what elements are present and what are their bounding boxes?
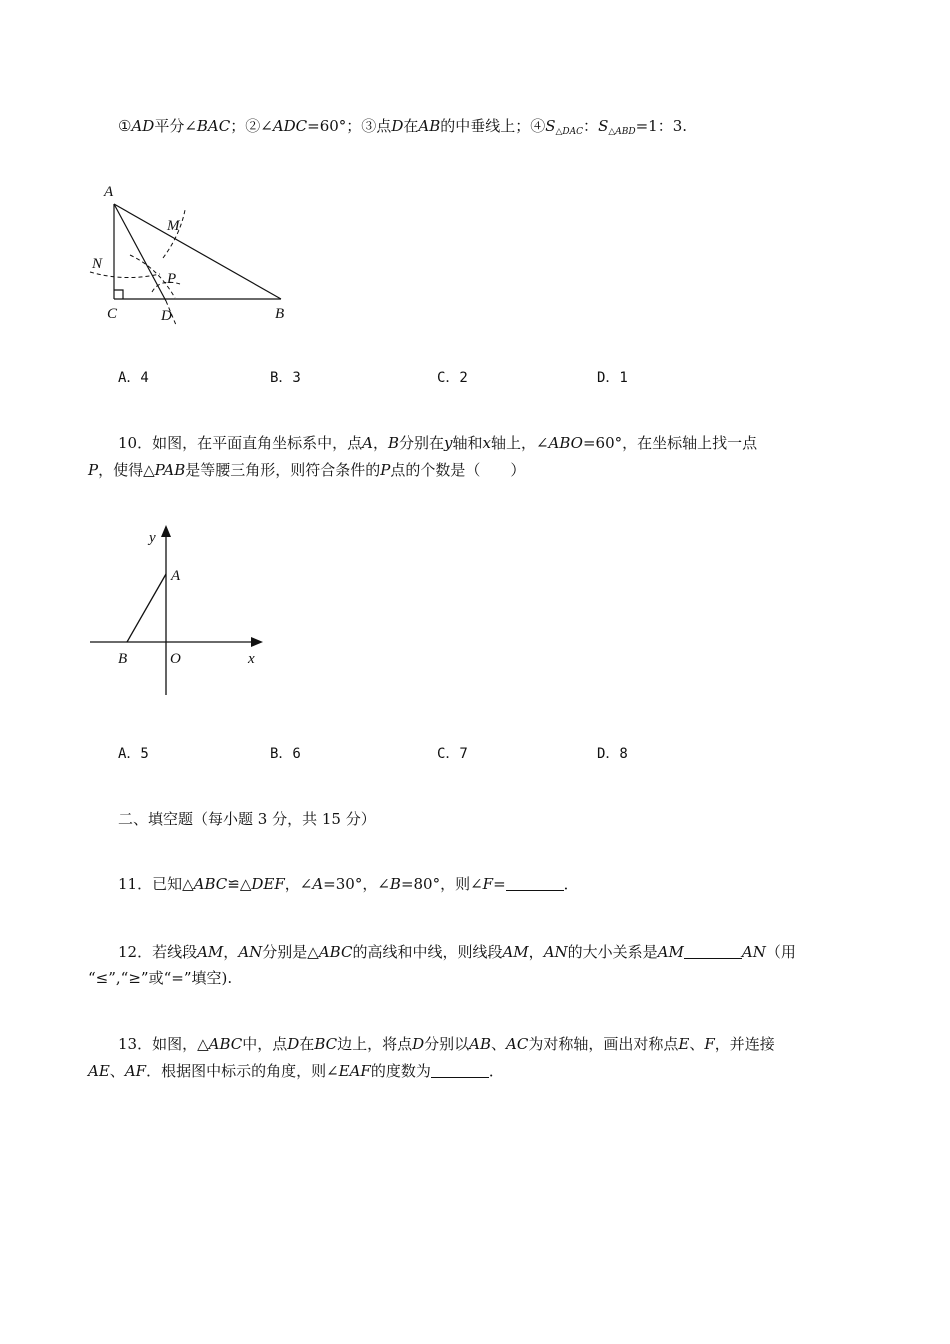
q12-answer-blank[interactable] (684, 944, 742, 959)
label-c: C (107, 306, 118, 322)
label-n: N (92, 256, 103, 272)
label-m: M (167, 218, 180, 234)
label-b: B (275, 306, 285, 322)
x-axis-arrow-icon (251, 637, 263, 647)
label-x: x (248, 651, 255, 667)
q9-option-d[interactable]: D．1 (597, 370, 628, 386)
right-angle-mark (114, 290, 123, 299)
q9-option-c[interactable]: C．2 (437, 370, 468, 386)
label-a: A (171, 568, 181, 584)
q12-line2: “≤”,“≥”或“=”填空). (88, 969, 233, 987)
y-axis-arrow-icon (161, 525, 171, 537)
q11-answer-blank[interactable] (506, 876, 564, 891)
q13-line2: AE、AF．根据图中标示的角度，则∠EAF的度数为 ． (88, 1062, 504, 1080)
segment-ab (127, 574, 166, 642)
label-y: y (149, 530, 156, 546)
q9-option-a[interactable]: A．4 (118, 370, 149, 386)
q10-option-b[interactable]: B．6 (270, 746, 301, 762)
q10-coordinate-figure (85, 520, 275, 700)
q10-line1: 10．如图，在平面直角坐标系中，点A，B分别在y轴和x轴上，∠ABO=60°，在坐标轴上找一点 (118, 434, 758, 452)
q13-answer-blank[interactable] (431, 1063, 489, 1078)
q10-option-c[interactable]: C．7 (437, 746, 468, 762)
label-d: D (161, 308, 172, 324)
arc-n (90, 272, 160, 278)
q10-option-d[interactable]: D．8 (597, 746, 628, 762)
q9-option-b[interactable]: B．3 (270, 370, 301, 386)
section-heading: 二、填空题（每小题 3 分，共 15 分） (118, 810, 376, 828)
q12-line1: 12．若线段AM，AN分别是△ABC的高线和中线，则线段AM，AN的大小关系是AM AN（用 (118, 943, 796, 961)
label-b: B (118, 651, 128, 667)
label-p: P (167, 271, 177, 287)
q11-text: 11．已知△ABC≌△DEF，∠A=30°，∠B=80°，则∠F= ． (118, 875, 579, 893)
q10-option-a[interactable]: A．5 (118, 746, 149, 762)
q13-line1: 13．如图，△ABC中，点D在BC边上，将点D分别以AB、AC为对称轴，画出对称点E、F，并连接 (118, 1035, 775, 1053)
label-a: A (104, 184, 114, 200)
q9-statements: ①AD平分∠BAC；②∠ADC=60°；③点D在AB的中垂线上；$④S_{\triangle DAC}$：$S_{\triangle ABD}=1$：3. (118, 117, 688, 137)
label-o: O (170, 651, 181, 667)
q10-line2: P，使得△PAB是等腰三角形，则符合条件的P点的个数是（ ） (88, 461, 526, 479)
q9-triangle-figure (80, 180, 310, 325)
